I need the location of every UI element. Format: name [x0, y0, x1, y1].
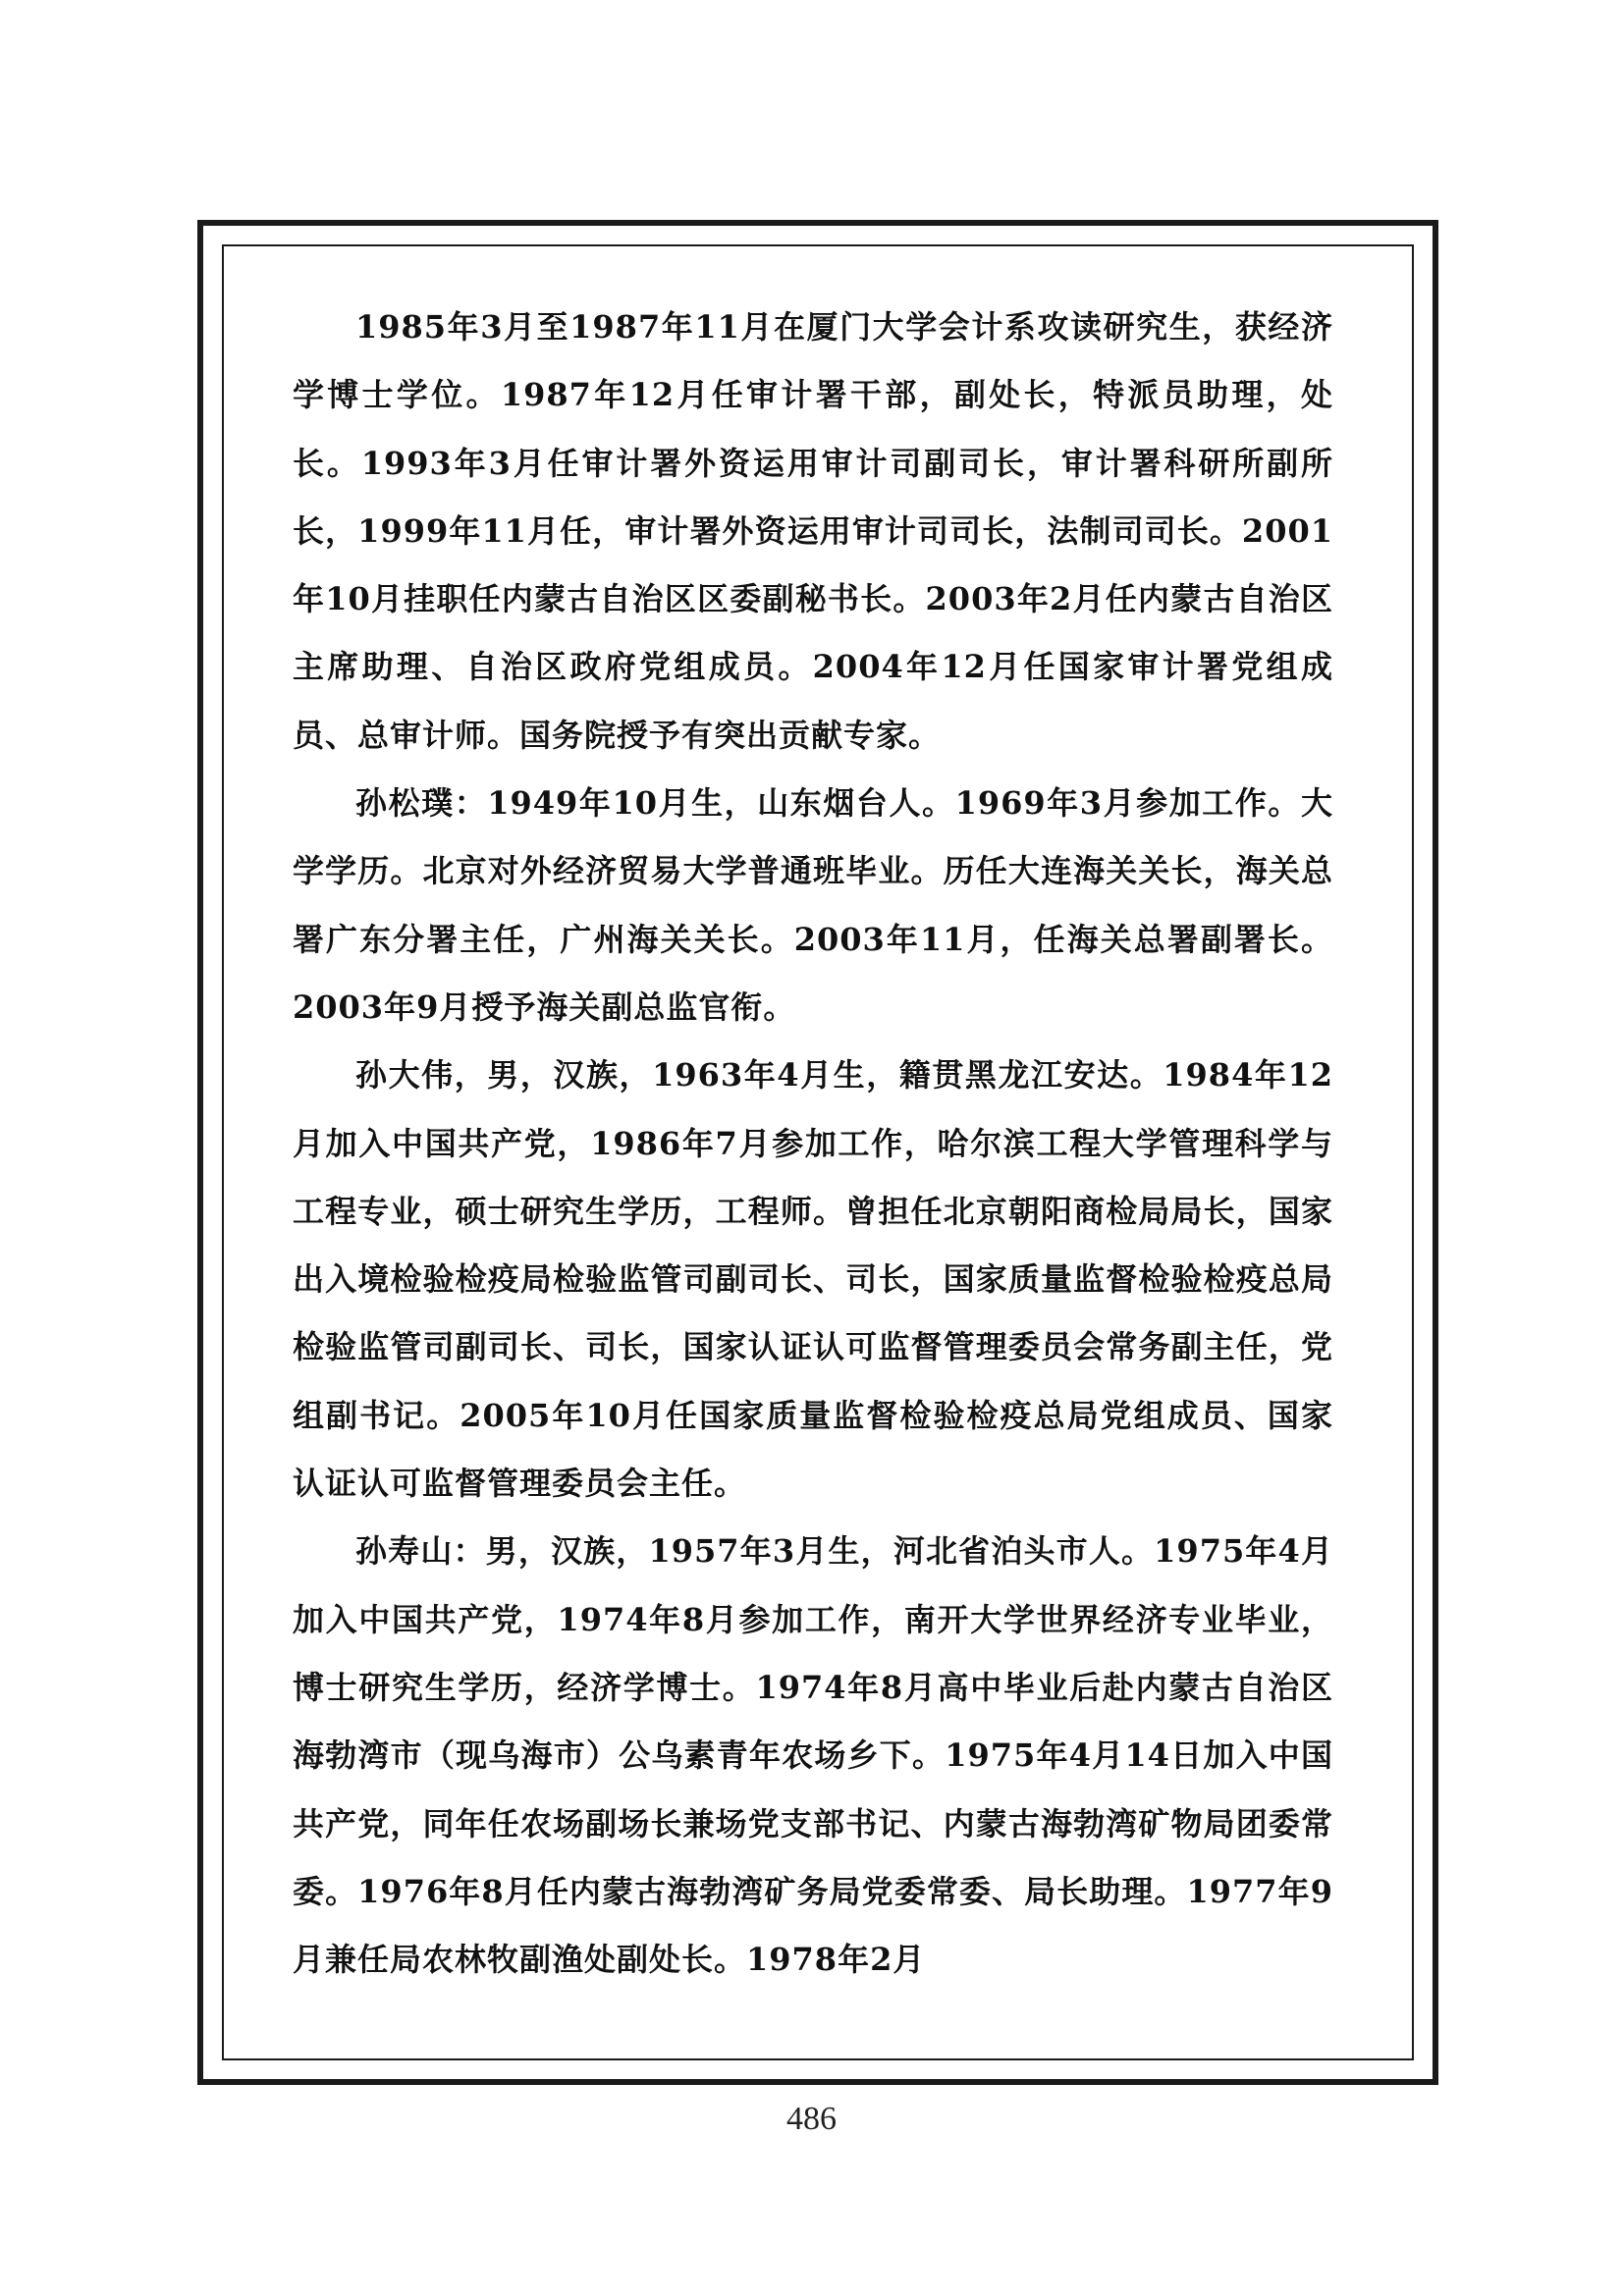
body-text [293, 294, 1333, 1994]
page-border-inner [222, 244, 1414, 2060]
paragraph-sun-dawei: 孙大伟，男，汉族，1963年4月生，籍贯黑龙江安达。1984年12月加入中国共产党，1986年7月参加工作，哈尔滨工程大学管理科学与工程专业，硕士研究生学历，工程师。曾担任北京朝阳商检局局长，国家出入境检验检疫局检验监管司副司长、司长，国家质量监督检验检疫总局检验监管司副司长、司长，国家认证认可监督管理委员会常务副主任，党组副书记。2005年10月任国家质量监督检验检疫总局党组成员、国家认证认可监督管理委员会主任。 [293, 1056, 1333, 1503]
paragraph-continued-biography: 1985年3月至1987年11月在厦门大学会计系攻读研究生，获经济学博士学位。1987年12月任审计署干部，副处长，特派员助理，处长。1993年3月任审计署外资运用审计司副司长，审计署科研所副所长，1999年11月任，审计署外资运用审计司司长，法制司司长。2001年10月挂职任内蒙古自治区区委副秘书长。2003年2月任内蒙古自治区主席助理、自治区政府党组成员。2004年12月任国家审计署党组成员、总审计师。国务院授予有突出贡献专家。 [293, 308, 1333, 754]
paragraph-sun-songpu: 孙松璞：1949年10月生，山东烟台人。1969年3月参加工作。大学学历。北京对外经济贸易大学普通班毕业。历任大连海关关长，海关总署广东分署主任，广州海关关长。2003年11月，任海关总署副署长。2003年9月授予海关副总监官衔。 [293, 784, 1333, 1026]
page-number: 486 [786, 2101, 837, 2137]
paragraph-sun-shoushan: 孙寿山：男，汉族，1957年3月生，河北省泊头市人。1975年4月加入中国共产党，1974年8月参加工作，南开大学世界经济专业毕业，博士研究生学历，经济学博士。1974年8月高中毕业后赴内蒙古自治区海勃湾市（现乌海市）公乌素青年农场乡下。1975年4月14日加入中国共产党，同年任农场副场长兼场党支部书记、内蒙古海勃湾矿物局团委常委。1976年8月任内蒙古海勃湾矿务局党委常委、局长助理。1977年9月兼任局农林牧副渔处副处长。1978年2月 [293, 1532, 1333, 1979]
page-border-outer [197, 220, 1438, 2085]
